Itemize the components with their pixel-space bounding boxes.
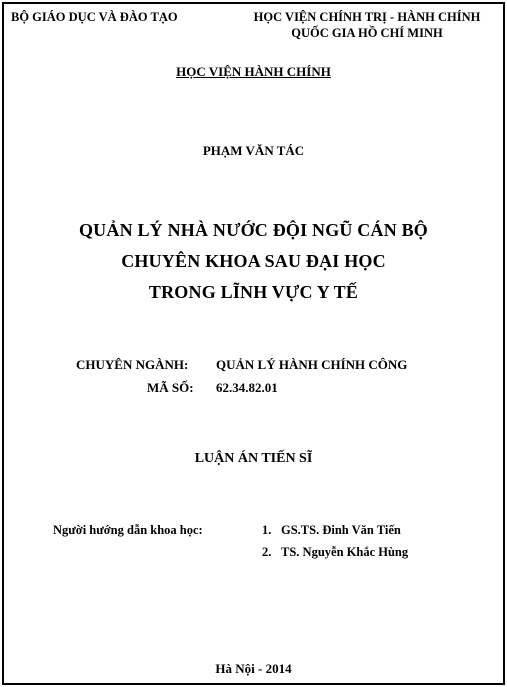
code-label: MÃ SỐ: [147, 380, 194, 395]
thesis-title-line3: TRONG LĨNH VỰC Y TẾ [148, 282, 359, 302]
institute-name: HỌC VIỆN HÀNH CHÍNH [176, 64, 331, 79]
thesis-title-line1: QUẢN LÝ NHÀ NƯỚC ĐỘI NGŨ CÁN BỘ [78, 220, 429, 240]
thesis-title-line2: CHUYÊN KHOA SAU ĐẠI HỌC [121, 251, 386, 271]
ministry-name: BỘ GIÁO DỤC VÀ ĐÀO TẠO [11, 10, 178, 24]
academy-name-line2: QUỐC GIA HỒ CHÍ MINH [291, 26, 443, 40]
advisor-name: TS. Nguyễn Khắc Hùng [281, 545, 409, 559]
specialization-value: QUẢN LÝ HÀNH CHÍNH CÔNG [216, 357, 408, 372]
specialization-label: CHUYÊN NGÀNH: [76, 357, 189, 372]
advisor-number: 1. [262, 523, 272, 537]
advisors-label: Người hướng dẫn khoa học: [53, 523, 203, 537]
academy-name-line1: HỌC VIỆN CHÍNH TRỊ - HÀNH CHÍNH [253, 10, 481, 24]
advisor-name: GS.TS. Đinh Văn Tiến [281, 523, 401, 537]
code-value: 62.34.82.01 [216, 380, 278, 395]
page-border [2, 2, 505, 685]
advisor-number: 2. [262, 545, 272, 559]
place-and-year: Hà Nội - 2014 [215, 661, 292, 676]
degree-type: LUẬN ÁN TIẾN SĨ [194, 451, 313, 466]
author-name: PHẠM VĂN TÁC [202, 143, 305, 158]
